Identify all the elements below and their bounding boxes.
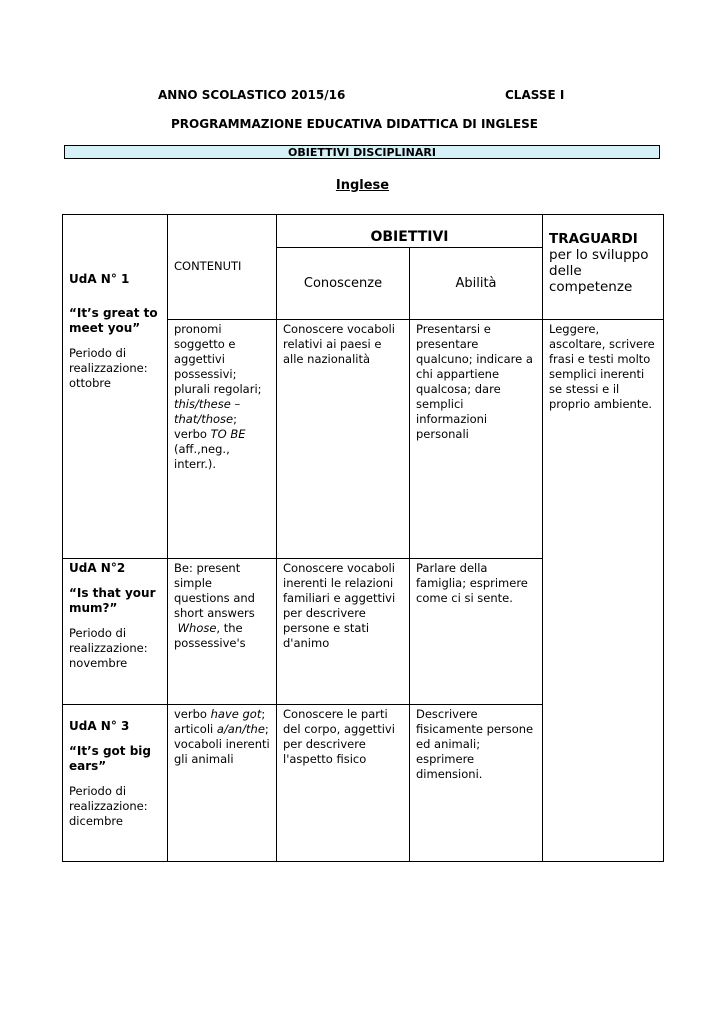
traguardi-cell: Leggere, ascoltare, scrivere frasi e testi molto semplici inerenti se stessi e il proprio ambiente. [543, 320, 664, 862]
uda-cell-1 [63, 215, 168, 320]
contenuti-text: , the possessive's [174, 621, 246, 650]
contenuti-italic: have got [210, 707, 262, 721]
school-year: ANNO SCOLASTICO 2015/16 [158, 88, 346, 102]
contenuti-cell [168, 559, 277, 705]
periodo-value: dicembre [69, 814, 123, 828]
uda-title: “It’s got big ears” [69, 744, 152, 773]
program-title: PROGRAMMAZIONE EDUCATIVA DIDATTICA DI INGLESE [171, 117, 538, 131]
obiettivi-header: OBIETTIVI [277, 215, 543, 248]
objectives-banner: OBIETTIVI DISCIPLINARI [64, 145, 660, 159]
periodo-value: novembre [69, 656, 128, 670]
conoscenze-cell: Conoscere le parti del corpo, aggettivi per descrivere l'aspetto fisico [277, 705, 410, 862]
table-row [63, 320, 664, 559]
contenuti-text: ; articoli [174, 707, 266, 736]
uda-number: UdA N° 1 [69, 272, 130, 286]
abilita-cell: Presentarsi e presentare qualcuno; indicare a chi appartiene qualcosa; dare semplici informazioni personali [410, 320, 543, 559]
abilita-header: Abilità [410, 248, 543, 320]
periodo-label: Periodo di realizzazione: [69, 784, 148, 813]
traguardi-title: TRAGUARDI [549, 231, 638, 247]
contenuti-italic: this/these – that/those [174, 397, 241, 426]
periodo-label: Periodo di realizzazione: [69, 345, 148, 375]
uda-title: “Is that your mum?” [69, 586, 156, 615]
uda-info [63, 559, 168, 705]
contenuti-text: ; verbo [174, 412, 238, 441]
contenuti-cell [168, 320, 277, 559]
contenuti-italic: Whose [177, 621, 217, 635]
contenuti-text: Be: present simple questions and short answers [174, 561, 255, 620]
conoscenze-cell: Conoscere vocaboli inerenti le relazioni familiari e aggettivi per descrivere persone e stati d'animo [277, 559, 410, 705]
contenuti-italic: TO BE [210, 427, 246, 441]
periodo-label: Periodo di realizzazione: [69, 626, 148, 655]
uda-number: UdA N°2 [69, 561, 126, 575]
abilita-cell: Descrivere fisicamente persone ed animali; esprimere dimensioni. [410, 705, 543, 862]
contenuti-text: pronomi soggetto e aggettivi possessivi; plurali regolari; [174, 322, 262, 396]
contenuti-italic: a/an/the [216, 722, 265, 736]
abilita-cell: Parlare della famiglia; esprimere come ci si sente. [410, 559, 543, 705]
contenuti-header: CONTENUTI [168, 215, 277, 320]
conoscenze-cell: Conoscere vocaboli relativi ai paesi e alle nazionalità [277, 320, 410, 559]
table-header-row [63, 215, 664, 248]
uda-info [63, 305, 168, 559]
traguardi-header [543, 215, 664, 320]
contenuti-text: verbo [174, 707, 207, 721]
contenuti-text: ; vocaboli inerenti gli animali [174, 722, 270, 766]
conoscenze-header: Conoscenze [277, 248, 410, 320]
uda-number: UdA N° 3 [69, 719, 130, 733]
curriculum-table [62, 214, 664, 862]
uda-title: “It’s great to meet you” [69, 305, 158, 335]
subject-title: Inglese [335, 178, 390, 193]
contenuti-text: (aff.,neg., interr.). [174, 442, 230, 471]
periodo-value: ottobre [69, 375, 111, 390]
uda-info [63, 705, 168, 862]
traguardi-subtitle: per lo sviluppo delle competenze [549, 247, 649, 295]
contenuti-cell [168, 705, 277, 862]
class-label: CLASSE I [505, 88, 565, 102]
